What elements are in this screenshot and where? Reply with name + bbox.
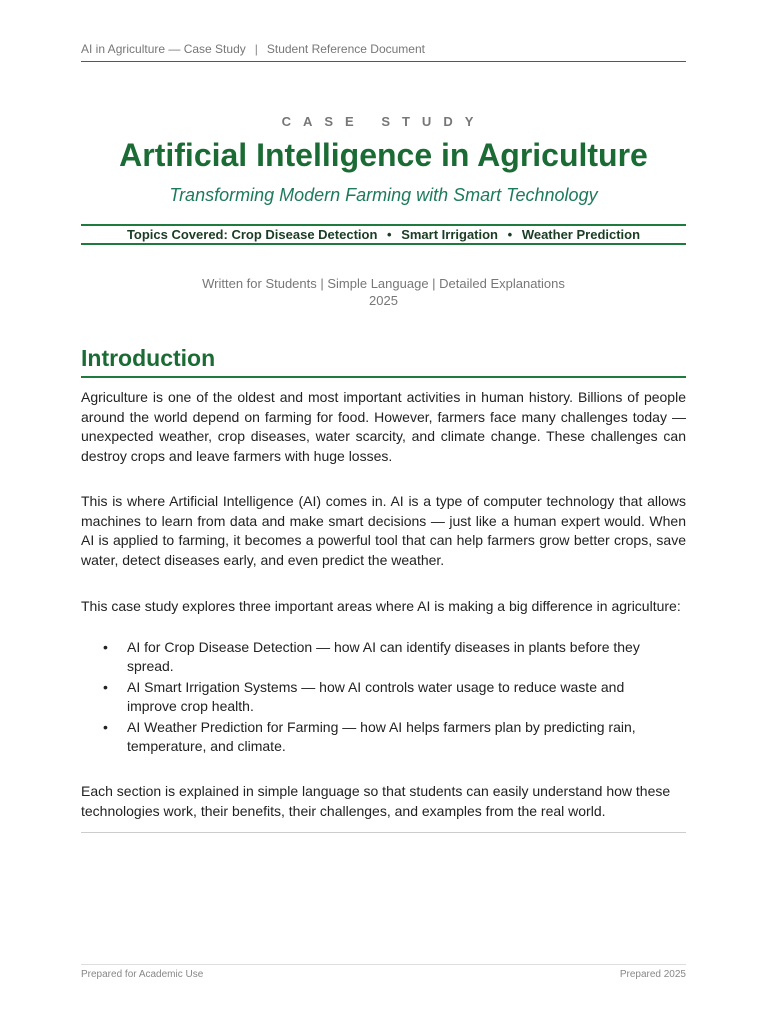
footer-usage-note: Prepared for Academic Use — [81, 969, 204, 980]
document-title: Artificial Intelligence in Agriculture — [119, 137, 648, 173]
intro-paragraph: This case study explores three important areas where AI is making a big difference in agriculture: — [81, 598, 681, 614]
list-item — [81, 638, 686, 676]
bullet-icon: • — [103, 679, 108, 695]
document-subtitle: Transforming Modern Farming with Smart Technology — [169, 185, 598, 205]
header-separator: | — [254, 42, 258, 56]
intro-paragraph: Agriculture is one of the oldest and most important activities in human history. Billions of people around the world depend on farming for food. However, farmers face many challenges today — unexpected weather, crop diseases, water scarcity, and climate change. These challenges can destroy crops and leave farmers with huge losses. — [81, 389, 686, 464]
topics-banner — [81, 224, 686, 245]
topic-item: Smart Irrigation — [401, 227, 498, 242]
page-footer — [81, 964, 686, 985]
running-header — [81, 42, 686, 62]
header-doc-title: AI in Agriculture — Case Study — [81, 42, 246, 56]
list-item — [81, 718, 686, 756]
bullet-icon: • — [103, 719, 108, 735]
topic-separator: • — [507, 227, 513, 242]
case-study-kicker: CASE STUDY — [281, 114, 486, 129]
intro-paragraph: This is where Artificial Intelligence (AI) comes in. AI is a type of computer technology that allows machines to learn from data and make smart decisions — just like a human expert would. When AI is applied to farming, it becomes a powerful tool that can help farmers grow better crops, save water, detect diseases early, and even predict the weather. — [81, 493, 686, 568]
audience-line: Written for Students | Simple Language | Detailed Explanations — [202, 276, 565, 291]
topic-separator: • — [387, 227, 392, 242]
audience-note — [81, 275, 686, 309]
focus-areas-list — [81, 638, 686, 758]
closing-paragraph: Each section is explained in simple language so that students can easily understand how these technologies work, their benefits, their challenges, and examples from the real world. — [81, 783, 671, 819]
publication-year: 2025 — [369, 293, 398, 308]
bullet-icon: • — [103, 639, 108, 655]
list-item-text: AI Weather Prediction for Farming — how AI helps farmers plan by predicting rain, temperature, and climate. — [127, 719, 636, 754]
list-item-text: AI Smart Irrigation Systems — how AI controls water usage to reduce waste and improve crop health. — [127, 679, 625, 714]
section-divider — [81, 832, 686, 833]
section-heading-introduction: Introduction — [81, 344, 686, 378]
footer-prepared-date: Prepared 2025 — [619, 969, 686, 980]
topics-label: Topics Covered: — [126, 227, 228, 242]
list-item-text: AI for Crop Disease Detection — how AI can identify diseases in plants before they spread. — [127, 639, 640, 674]
header-doc-type: Student Reference Document — [266, 42, 425, 56]
list-item — [81, 678, 686, 716]
document-page — [81, 0, 686, 1024]
topic-item: Weather Prediction — [521, 227, 641, 242]
topic-item: Crop Disease Detection — [231, 227, 378, 242]
